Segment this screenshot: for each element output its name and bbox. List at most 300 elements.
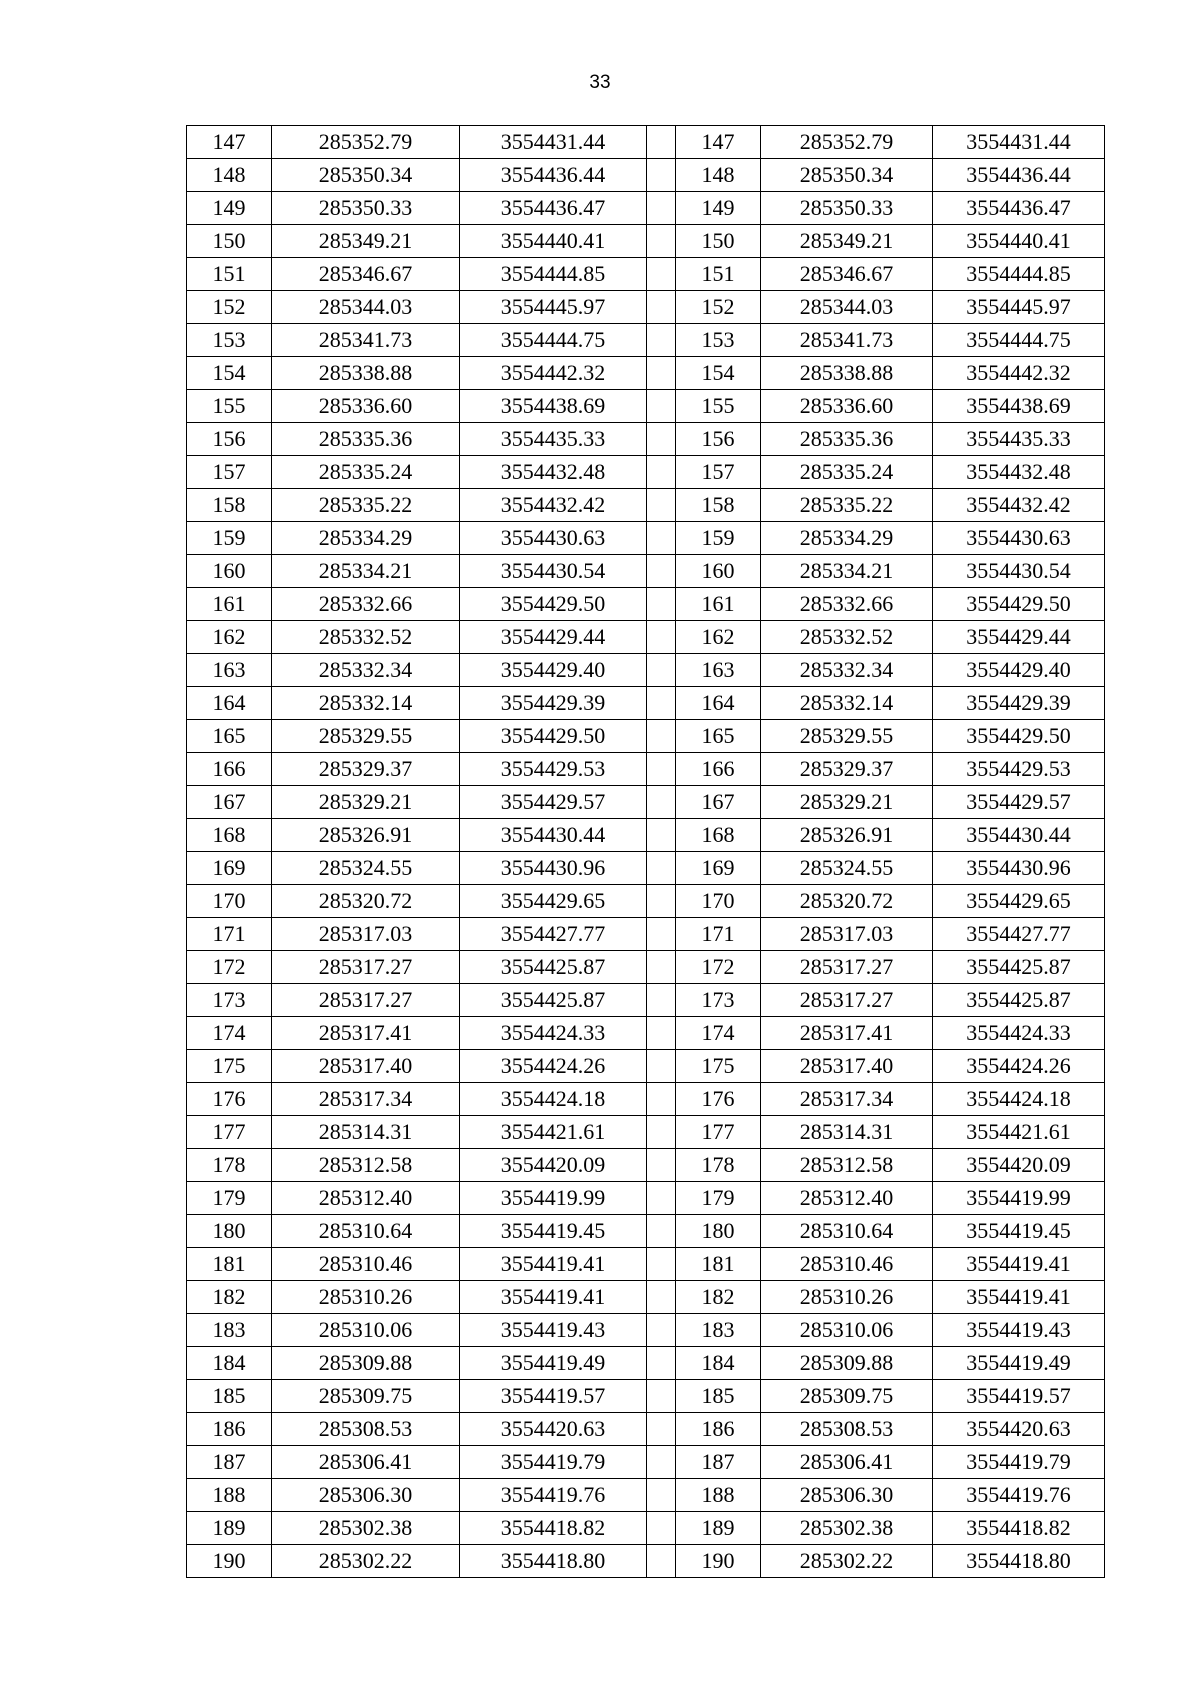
left-x-coordinate-cell: 285317.27 (272, 984, 460, 1017)
table-row (187, 918, 1105, 951)
right-y-coordinate-cell: 3554419.41 (933, 1248, 1105, 1281)
spacer-cell (647, 1248, 676, 1281)
spacer-cell (647, 951, 676, 984)
left-x-coordinate-cell: 285332.34 (272, 654, 460, 687)
left-x-coordinate-cell: 285334.29 (272, 522, 460, 555)
right-y-coordinate-cell: 3554425.87 (933, 951, 1105, 984)
left-y-coordinate-cell: 3554421.61 (460, 1116, 647, 1149)
page-number: 33 (589, 72, 611, 93)
spacer-cell (647, 225, 676, 258)
left-x-coordinate-cell: 285350.34 (272, 159, 460, 192)
left-y-coordinate-cell: 3554418.80 (460, 1545, 647, 1578)
right-y-coordinate-cell: 3554432.42 (933, 489, 1105, 522)
left-x-coordinate-cell: 285302.22 (272, 1545, 460, 1578)
left-x-coordinate-cell: 285336.60 (272, 390, 460, 423)
left-x-coordinate-cell: 285320.72 (272, 885, 460, 918)
right-y-coordinate-cell: 3554431.44 (933, 126, 1105, 159)
right-point-number-cell: 188 (676, 1479, 761, 1512)
right-y-coordinate-cell: 3554419.99 (933, 1182, 1105, 1215)
right-x-coordinate-cell: 285335.24 (761, 456, 933, 489)
left-y-coordinate-cell: 3554432.48 (460, 456, 647, 489)
left-point-number-cell: 154 (187, 357, 272, 390)
table-row (187, 885, 1105, 918)
left-y-coordinate-cell: 3554427.77 (460, 918, 647, 951)
left-point-number-cell: 174 (187, 1017, 272, 1050)
left-x-coordinate-cell: 285317.03 (272, 918, 460, 951)
table-row (187, 1347, 1105, 1380)
left-point-number-cell: 179 (187, 1182, 272, 1215)
right-point-number-cell: 160 (676, 555, 761, 588)
spacer-cell (647, 192, 676, 225)
spacer-cell (647, 1446, 676, 1479)
left-point-number-cell: 185 (187, 1380, 272, 1413)
left-x-coordinate-cell: 285317.40 (272, 1050, 460, 1083)
left-point-number-cell: 156 (187, 423, 272, 456)
spacer-cell (647, 456, 676, 489)
table-row (187, 1116, 1105, 1149)
left-point-number-cell: 166 (187, 753, 272, 786)
table-row (187, 1149, 1105, 1182)
right-point-number-cell: 171 (676, 918, 761, 951)
spacer-cell (647, 423, 676, 456)
right-x-coordinate-cell: 285338.88 (761, 357, 933, 390)
right-y-coordinate-cell: 3554419.57 (933, 1380, 1105, 1413)
right-y-coordinate-cell: 3554429.50 (933, 720, 1105, 753)
right-y-coordinate-cell: 3554419.43 (933, 1314, 1105, 1347)
spacer-cell (647, 159, 676, 192)
left-point-number-cell: 151 (187, 258, 272, 291)
left-x-coordinate-cell: 285306.30 (272, 1479, 460, 1512)
spacer-cell (647, 621, 676, 654)
left-x-coordinate-cell: 285346.67 (272, 258, 460, 291)
right-x-coordinate-cell: 285352.79 (761, 126, 933, 159)
left-point-number-cell: 172 (187, 951, 272, 984)
table-row (187, 126, 1105, 159)
table-row (187, 1512, 1105, 1545)
right-x-coordinate-cell: 285344.03 (761, 291, 933, 324)
left-x-coordinate-cell: 285312.40 (272, 1182, 460, 1215)
left-y-coordinate-cell: 3554430.96 (460, 852, 647, 885)
table-row (187, 1314, 1105, 1347)
spacer-cell (647, 1182, 676, 1215)
left-point-number-cell: 158 (187, 489, 272, 522)
right-point-number-cell: 158 (676, 489, 761, 522)
left-x-coordinate-cell: 285314.31 (272, 1116, 460, 1149)
right-x-coordinate-cell: 285314.31 (761, 1116, 933, 1149)
right-x-coordinate-cell: 285350.34 (761, 159, 933, 192)
left-y-coordinate-cell: 3554425.87 (460, 984, 647, 1017)
left-y-coordinate-cell: 3554429.50 (460, 588, 647, 621)
left-point-number-cell: 168 (187, 819, 272, 852)
left-y-coordinate-cell: 3554445.97 (460, 291, 647, 324)
table-row (187, 1545, 1105, 1578)
right-y-coordinate-cell: 3554427.77 (933, 918, 1105, 951)
left-x-coordinate-cell: 285332.14 (272, 687, 460, 720)
right-y-coordinate-cell: 3554425.87 (933, 984, 1105, 1017)
right-point-number-cell: 147 (676, 126, 761, 159)
table-row (187, 192, 1105, 225)
spacer-cell (647, 1149, 676, 1182)
right-x-coordinate-cell: 285312.40 (761, 1182, 933, 1215)
right-y-coordinate-cell: 3554429.53 (933, 753, 1105, 786)
spacer-cell (647, 291, 676, 324)
right-y-coordinate-cell: 3554444.85 (933, 258, 1105, 291)
right-point-number-cell: 183 (676, 1314, 761, 1347)
right-y-coordinate-cell: 3554429.40 (933, 654, 1105, 687)
left-y-coordinate-cell: 3554429.44 (460, 621, 647, 654)
left-point-number-cell: 178 (187, 1149, 272, 1182)
table-row (187, 1215, 1105, 1248)
right-y-coordinate-cell: 3554429.50 (933, 588, 1105, 621)
right-y-coordinate-cell: 3554432.48 (933, 456, 1105, 489)
left-x-coordinate-cell: 285310.26 (272, 1281, 460, 1314)
left-y-coordinate-cell: 3554424.26 (460, 1050, 647, 1083)
left-point-number-cell: 171 (187, 918, 272, 951)
right-point-number-cell: 149 (676, 192, 761, 225)
spacer-cell (647, 588, 676, 621)
right-point-number-cell: 148 (676, 159, 761, 192)
left-x-coordinate-cell: 285326.91 (272, 819, 460, 852)
left-x-coordinate-cell: 285329.55 (272, 720, 460, 753)
right-y-coordinate-cell: 3554429.44 (933, 621, 1105, 654)
left-y-coordinate-cell: 3554424.18 (460, 1083, 647, 1116)
left-y-coordinate-cell: 3554430.54 (460, 555, 647, 588)
table-row (187, 1479, 1105, 1512)
left-y-coordinate-cell: 3554429.53 (460, 753, 647, 786)
left-y-coordinate-cell: 3554444.75 (460, 324, 647, 357)
left-point-number-cell: 160 (187, 555, 272, 588)
left-x-coordinate-cell: 285341.73 (272, 324, 460, 357)
left-y-coordinate-cell: 3554429.50 (460, 720, 647, 753)
right-x-coordinate-cell: 285326.91 (761, 819, 933, 852)
table-row (187, 951, 1105, 984)
right-x-coordinate-cell: 285310.64 (761, 1215, 933, 1248)
right-point-number-cell: 168 (676, 819, 761, 852)
left-point-number-cell: 153 (187, 324, 272, 357)
left-point-number-cell: 186 (187, 1413, 272, 1446)
spacer-cell (647, 324, 676, 357)
left-y-coordinate-cell: 3554419.79 (460, 1446, 647, 1479)
left-x-coordinate-cell: 285308.53 (272, 1413, 460, 1446)
table-row (187, 159, 1105, 192)
table-row (187, 1017, 1105, 1050)
left-x-coordinate-cell: 285334.21 (272, 555, 460, 588)
spacer-cell (647, 687, 676, 720)
table-row (187, 555, 1105, 588)
table-row (187, 1050, 1105, 1083)
right-point-number-cell: 166 (676, 753, 761, 786)
right-point-number-cell: 165 (676, 720, 761, 753)
table-row (187, 984, 1105, 1017)
left-y-coordinate-cell: 3554420.63 (460, 1413, 647, 1446)
right-y-coordinate-cell: 3554445.97 (933, 291, 1105, 324)
right-x-coordinate-cell: 285317.34 (761, 1083, 933, 1116)
right-point-number-cell: 175 (676, 1050, 761, 1083)
table-row (187, 819, 1105, 852)
right-x-coordinate-cell: 285329.37 (761, 753, 933, 786)
spacer-cell (647, 918, 676, 951)
table-row (187, 621, 1105, 654)
table-row (187, 390, 1105, 423)
right-y-coordinate-cell: 3554442.32 (933, 357, 1105, 390)
spacer-cell (647, 1380, 676, 1413)
table-row (187, 456, 1105, 489)
right-x-coordinate-cell: 285349.21 (761, 225, 933, 258)
right-y-coordinate-cell: 3554424.18 (933, 1083, 1105, 1116)
left-y-coordinate-cell: 3554442.32 (460, 357, 647, 390)
table-row (187, 753, 1105, 786)
right-point-number-cell: 186 (676, 1413, 761, 1446)
table-row (187, 1248, 1105, 1281)
table-row (187, 357, 1105, 390)
left-point-number-cell: 159 (187, 522, 272, 555)
right-point-number-cell: 153 (676, 324, 761, 357)
left-y-coordinate-cell: 3554432.42 (460, 489, 647, 522)
left-x-coordinate-cell: 285309.75 (272, 1380, 460, 1413)
right-point-number-cell: 164 (676, 687, 761, 720)
spacer-cell (647, 522, 676, 555)
left-x-coordinate-cell: 285332.52 (272, 621, 460, 654)
table-row (187, 687, 1105, 720)
left-y-coordinate-cell: 3554430.44 (460, 819, 647, 852)
right-x-coordinate-cell: 285306.41 (761, 1446, 933, 1479)
right-point-number-cell: 156 (676, 423, 761, 456)
left-point-number-cell: 181 (187, 1248, 272, 1281)
left-x-coordinate-cell: 285312.58 (272, 1149, 460, 1182)
spacer-cell (647, 852, 676, 885)
table-row (187, 654, 1105, 687)
right-point-number-cell: 167 (676, 786, 761, 819)
left-point-number-cell: 177 (187, 1116, 272, 1149)
right-point-number-cell: 150 (676, 225, 761, 258)
right-x-coordinate-cell: 285324.55 (761, 852, 933, 885)
spacer-cell (647, 1413, 676, 1446)
table-row (187, 258, 1105, 291)
right-x-coordinate-cell: 285310.26 (761, 1281, 933, 1314)
left-x-coordinate-cell: 285335.22 (272, 489, 460, 522)
left-x-coordinate-cell: 285310.64 (272, 1215, 460, 1248)
right-point-number-cell: 180 (676, 1215, 761, 1248)
left-y-coordinate-cell: 3554419.76 (460, 1479, 647, 1512)
right-point-number-cell: 162 (676, 621, 761, 654)
left-point-number-cell: 149 (187, 192, 272, 225)
spacer-cell (647, 1050, 676, 1083)
left-y-coordinate-cell: 3554425.87 (460, 951, 647, 984)
left-y-coordinate-cell: 3554419.45 (460, 1215, 647, 1248)
right-y-coordinate-cell: 3554430.44 (933, 819, 1105, 852)
spacer-cell (647, 1215, 676, 1248)
right-y-coordinate-cell: 3554420.09 (933, 1149, 1105, 1182)
left-x-coordinate-cell: 285317.27 (272, 951, 460, 984)
right-x-coordinate-cell: 285332.52 (761, 621, 933, 654)
right-x-coordinate-cell: 285309.75 (761, 1380, 933, 1413)
spacer-cell (647, 489, 676, 522)
table-row (187, 489, 1105, 522)
left-y-coordinate-cell: 3554431.44 (460, 126, 647, 159)
right-x-coordinate-cell: 285332.66 (761, 588, 933, 621)
right-y-coordinate-cell: 3554430.54 (933, 555, 1105, 588)
left-point-number-cell: 175 (187, 1050, 272, 1083)
left-point-number-cell: 147 (187, 126, 272, 159)
left-point-number-cell: 189 (187, 1512, 272, 1545)
right-x-coordinate-cell: 285306.30 (761, 1479, 933, 1512)
spacer-cell (647, 819, 676, 852)
table-row (187, 1446, 1105, 1479)
right-y-coordinate-cell: 3554438.69 (933, 390, 1105, 423)
left-point-number-cell: 165 (187, 720, 272, 753)
right-x-coordinate-cell: 285317.40 (761, 1050, 933, 1083)
left-point-number-cell: 150 (187, 225, 272, 258)
spacer-cell (647, 390, 676, 423)
left-point-number-cell: 188 (187, 1479, 272, 1512)
spacer-cell (647, 357, 676, 390)
right-point-number-cell: 163 (676, 654, 761, 687)
left-x-coordinate-cell: 285310.06 (272, 1314, 460, 1347)
right-point-number-cell: 182 (676, 1281, 761, 1314)
right-y-coordinate-cell: 3554424.26 (933, 1050, 1105, 1083)
left-point-number-cell: 155 (187, 390, 272, 423)
right-x-coordinate-cell: 285317.27 (761, 951, 933, 984)
left-point-number-cell: 176 (187, 1083, 272, 1116)
left-point-number-cell: 184 (187, 1347, 272, 1380)
right-y-coordinate-cell: 3554435.33 (933, 423, 1105, 456)
left-point-number-cell: 162 (187, 621, 272, 654)
right-point-number-cell: 176 (676, 1083, 761, 1116)
left-point-number-cell: 164 (187, 687, 272, 720)
right-x-coordinate-cell: 285317.03 (761, 918, 933, 951)
right-point-number-cell: 174 (676, 1017, 761, 1050)
right-point-number-cell: 179 (676, 1182, 761, 1215)
left-x-coordinate-cell: 285329.21 (272, 786, 460, 819)
right-y-coordinate-cell: 3554436.44 (933, 159, 1105, 192)
right-x-coordinate-cell: 285334.21 (761, 555, 933, 588)
left-y-coordinate-cell: 3554440.41 (460, 225, 647, 258)
left-y-coordinate-cell: 3554430.63 (460, 522, 647, 555)
right-y-coordinate-cell: 3554419.79 (933, 1446, 1105, 1479)
left-x-coordinate-cell: 285317.41 (272, 1017, 460, 1050)
right-x-coordinate-cell: 285310.46 (761, 1248, 933, 1281)
left-point-number-cell: 187 (187, 1446, 272, 1479)
left-point-number-cell: 173 (187, 984, 272, 1017)
right-point-number-cell: 170 (676, 885, 761, 918)
spacer-cell (647, 1116, 676, 1149)
coordinates-table (186, 125, 1105, 1578)
right-y-coordinate-cell: 3554440.41 (933, 225, 1105, 258)
spacer-cell (647, 1479, 676, 1512)
table-row (187, 423, 1105, 456)
right-x-coordinate-cell: 285317.27 (761, 984, 933, 1017)
left-point-number-cell: 161 (187, 588, 272, 621)
right-y-coordinate-cell: 3554436.47 (933, 192, 1105, 225)
right-y-coordinate-cell: 3554420.63 (933, 1413, 1105, 1446)
spacer-cell (647, 1347, 676, 1380)
left-x-coordinate-cell: 285338.88 (272, 357, 460, 390)
right-y-coordinate-cell: 3554418.82 (933, 1512, 1105, 1545)
table-row (187, 1083, 1105, 1116)
right-y-coordinate-cell: 3554444.75 (933, 324, 1105, 357)
left-x-coordinate-cell: 285335.24 (272, 456, 460, 489)
left-x-coordinate-cell: 285306.41 (272, 1446, 460, 1479)
left-y-coordinate-cell: 3554429.39 (460, 687, 647, 720)
spacer-cell (647, 258, 676, 291)
right-point-number-cell: 155 (676, 390, 761, 423)
table-row (187, 852, 1105, 885)
left-y-coordinate-cell: 3554419.43 (460, 1314, 647, 1347)
left-y-coordinate-cell: 3554429.65 (460, 885, 647, 918)
left-x-coordinate-cell: 285332.66 (272, 588, 460, 621)
table-row (187, 291, 1105, 324)
right-x-coordinate-cell: 285336.60 (761, 390, 933, 423)
right-point-number-cell: 172 (676, 951, 761, 984)
left-y-coordinate-cell: 3554419.49 (460, 1347, 647, 1380)
left-point-number-cell: 163 (187, 654, 272, 687)
left-y-coordinate-cell: 3554444.85 (460, 258, 647, 291)
left-point-number-cell: 183 (187, 1314, 272, 1347)
spacer-cell (647, 1314, 676, 1347)
right-y-coordinate-cell: 3554429.65 (933, 885, 1105, 918)
left-point-number-cell: 180 (187, 1215, 272, 1248)
spacer-cell (647, 720, 676, 753)
left-point-number-cell: 190 (187, 1545, 272, 1578)
right-point-number-cell: 151 (676, 258, 761, 291)
table-row (187, 720, 1105, 753)
left-x-coordinate-cell: 285349.21 (272, 225, 460, 258)
right-x-coordinate-cell: 285308.53 (761, 1413, 933, 1446)
right-x-coordinate-cell: 285335.36 (761, 423, 933, 456)
left-x-coordinate-cell: 285309.88 (272, 1347, 460, 1380)
left-y-coordinate-cell: 3554419.57 (460, 1380, 647, 1413)
right-point-number-cell: 173 (676, 984, 761, 1017)
right-y-coordinate-cell: 3554421.61 (933, 1116, 1105, 1149)
left-point-number-cell: 152 (187, 291, 272, 324)
right-x-coordinate-cell: 285346.67 (761, 258, 933, 291)
table-row (187, 588, 1105, 621)
right-x-coordinate-cell: 285302.22 (761, 1545, 933, 1578)
right-y-coordinate-cell: 3554424.33 (933, 1017, 1105, 1050)
left-y-coordinate-cell: 3554420.09 (460, 1149, 647, 1182)
right-x-coordinate-cell: 285309.88 (761, 1347, 933, 1380)
right-x-coordinate-cell: 285341.73 (761, 324, 933, 357)
right-y-coordinate-cell: 3554419.49 (933, 1347, 1105, 1380)
right-point-number-cell: 190 (676, 1545, 761, 1578)
right-y-coordinate-cell: 3554419.41 (933, 1281, 1105, 1314)
table-body (187, 126, 1105, 1578)
left-y-coordinate-cell: 3554436.47 (460, 192, 647, 225)
left-x-coordinate-cell: 285344.03 (272, 291, 460, 324)
right-x-coordinate-cell: 285335.22 (761, 489, 933, 522)
left-point-number-cell: 167 (187, 786, 272, 819)
spacer-cell (647, 885, 676, 918)
right-x-coordinate-cell: 285334.29 (761, 522, 933, 555)
right-y-coordinate-cell: 3554430.63 (933, 522, 1105, 555)
right-y-coordinate-cell: 3554429.39 (933, 687, 1105, 720)
right-y-coordinate-cell: 3554419.76 (933, 1479, 1105, 1512)
left-point-number-cell: 148 (187, 159, 272, 192)
table-row (187, 1380, 1105, 1413)
left-x-coordinate-cell: 285310.46 (272, 1248, 460, 1281)
left-y-coordinate-cell: 3554429.57 (460, 786, 647, 819)
left-y-coordinate-cell: 3554419.41 (460, 1281, 647, 1314)
spacer-cell (647, 1545, 676, 1578)
left-y-coordinate-cell: 3554424.33 (460, 1017, 647, 1050)
right-x-coordinate-cell: 285332.34 (761, 654, 933, 687)
left-x-coordinate-cell: 285352.79 (272, 126, 460, 159)
left-x-coordinate-cell: 285335.36 (272, 423, 460, 456)
left-point-number-cell: 157 (187, 456, 272, 489)
left-point-number-cell: 182 (187, 1281, 272, 1314)
spacer-cell (647, 1512, 676, 1545)
right-point-number-cell: 154 (676, 357, 761, 390)
